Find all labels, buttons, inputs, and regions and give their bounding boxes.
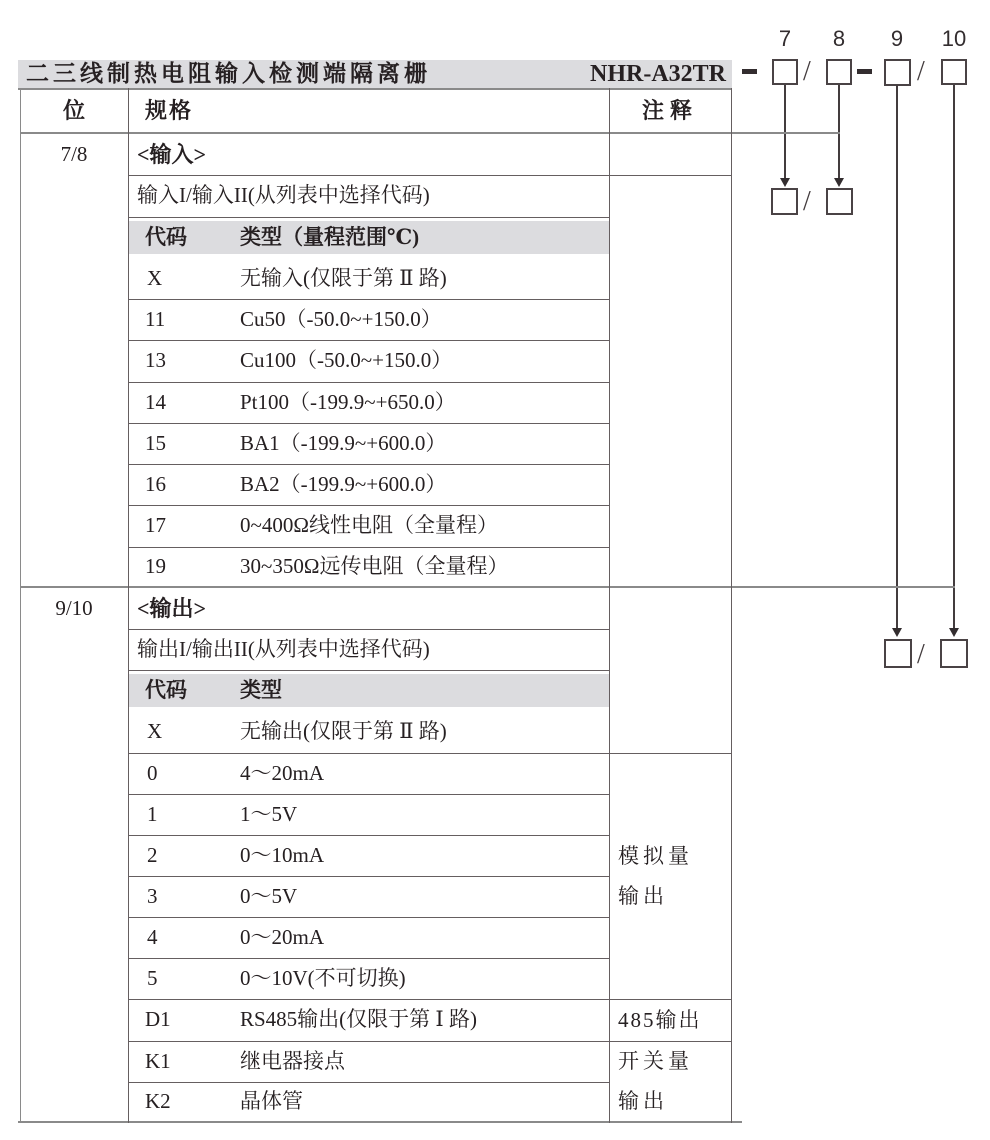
code-box-10 <box>941 59 967 85</box>
dash-separator <box>742 69 757 74</box>
note-analog-output <box>610 753 730 999</box>
table-right-border <box>731 88 732 1123</box>
output-section-header: <输出> <box>137 596 207 621</box>
digit-7-label: 7 <box>778 26 792 51</box>
type-cell: 无输出(仅限于第 Ⅱ 路) <box>240 719 447 743</box>
code-cell: D1 <box>145 1007 171 1031</box>
type-cell: Cu50（-50.0~+150.0） <box>240 307 442 331</box>
code-cell: 17 <box>145 513 166 537</box>
code-cell: X <box>147 719 163 743</box>
type-cell: Pt100（-199.9~+650.0） <box>240 390 456 414</box>
type-cell: 1～5V <box>240 802 298 826</box>
row-divider <box>128 1082 609 1083</box>
type-cell: RS485输出(仅限于第 Ⅰ 路) <box>240 1007 477 1031</box>
output-code-box-2 <box>940 639 968 668</box>
type-cell: 0～10V(不可切换) <box>240 966 406 990</box>
type-cell: 4～20mA <box>240 761 324 785</box>
code-box-9 <box>884 59 911 86</box>
code-cell: 5 <box>147 966 158 990</box>
output-subtitle: 输出I/输出II(从列表中选择代码) <box>137 637 430 661</box>
digit-10-label: 10 <box>941 26 967 51</box>
digit-9-label: 9 <box>890 26 904 51</box>
code-cell: K2 <box>145 1089 171 1113</box>
table-bottom-border <box>18 1121 742 1123</box>
code-box-8 <box>826 59 852 85</box>
pos-value-78: 7/8 <box>60 142 88 166</box>
row-divider <box>128 794 609 795</box>
type-cell: 0～10mA <box>240 843 324 867</box>
row-divider <box>128 835 609 836</box>
type-cell: 无输入(仅限于第 Ⅱ 路) <box>240 266 447 290</box>
code-cell: 13 <box>145 348 166 372</box>
output-code-box-1 <box>884 639 912 668</box>
band-code-label: 代码 <box>145 225 187 249</box>
band-code-label: 代码 <box>145 678 187 702</box>
arrow-down-icon <box>892 628 902 637</box>
arrow-down-icon <box>780 178 790 187</box>
type-cell: Cu100（-50.0~+150.0） <box>240 348 453 372</box>
slash-separator: / <box>917 639 925 670</box>
note-485-output <box>610 999 730 1041</box>
band-type-label: 类型（量程范围℃) <box>240 225 420 249</box>
type-cell: 继电器接点 <box>240 1049 345 1073</box>
col-header-spec: 规格 <box>145 98 194 123</box>
band-type-label: 类型 <box>240 678 282 702</box>
pos-value-910: 9/10 <box>55 596 93 620</box>
type-cell: BA1（-199.9~+600.0） <box>240 431 447 455</box>
model-number: NHR-A32TR <box>590 61 726 87</box>
code-cell: 4 <box>147 925 158 949</box>
code-type-band <box>129 674 609 707</box>
note-line: 输出 <box>618 1089 668 1113</box>
page-title: 二三线制热电阻输入检测端隔离栅 <box>26 61 431 86</box>
code-cell: 15 <box>145 431 166 455</box>
row-divider <box>128 670 609 671</box>
code-cell: 11 <box>145 307 166 331</box>
code-cell: 1 <box>147 802 158 826</box>
input-section-header: <输入> <box>137 142 207 167</box>
input-subtitle: 输入I/输入II(从列表中选择代码) <box>137 183 430 207</box>
code-cell: 16 <box>145 472 166 496</box>
note-line: 485输出 <box>618 1008 702 1032</box>
code-cell: 0 <box>147 761 158 785</box>
row-divider <box>128 876 609 877</box>
type-cell: 0～5V <box>240 884 298 908</box>
slash-separator: / <box>803 186 811 217</box>
col-header-pos: 位 <box>62 98 85 123</box>
code-cell: 19 <box>145 554 166 578</box>
code-cell: 2 <box>147 843 158 867</box>
code-cell: K1 <box>145 1049 171 1073</box>
row-divider <box>128 917 609 918</box>
code-cell: 3 <box>147 884 158 908</box>
type-cell: 30~350Ω远传电阻（全量程） <box>240 554 509 578</box>
note-line: 开关量 <box>618 1049 693 1073</box>
note-line: 输出 <box>618 884 668 908</box>
slash-separator: / <box>803 56 811 87</box>
type-cell: 0～20mA <box>240 925 324 949</box>
col-header-note: 注释 <box>641 98 698 123</box>
note-line: 模拟量 <box>618 844 693 868</box>
arrow-down-icon <box>949 628 959 637</box>
leader-line-10 <box>953 85 955 628</box>
arrow-down-icon <box>834 178 844 187</box>
note-switch-output <box>610 1041 730 1121</box>
code-box-7 <box>772 59 798 85</box>
dash-separator <box>857 69 872 74</box>
slash-separator: / <box>917 56 925 87</box>
leader-line-9 <box>896 85 898 628</box>
input-code-box-2 <box>826 188 853 215</box>
code-cell: 14 <box>145 390 166 414</box>
type-cell: 0~400Ω线性电阻（全量程） <box>240 513 498 537</box>
code-cell: X <box>147 266 163 290</box>
type-cell: BA2（-199.9~+600.0） <box>240 472 447 496</box>
type-cell: 晶体管 <box>240 1089 303 1113</box>
input-code-box-1 <box>771 188 798 215</box>
digit-8-label: 8 <box>832 26 846 51</box>
